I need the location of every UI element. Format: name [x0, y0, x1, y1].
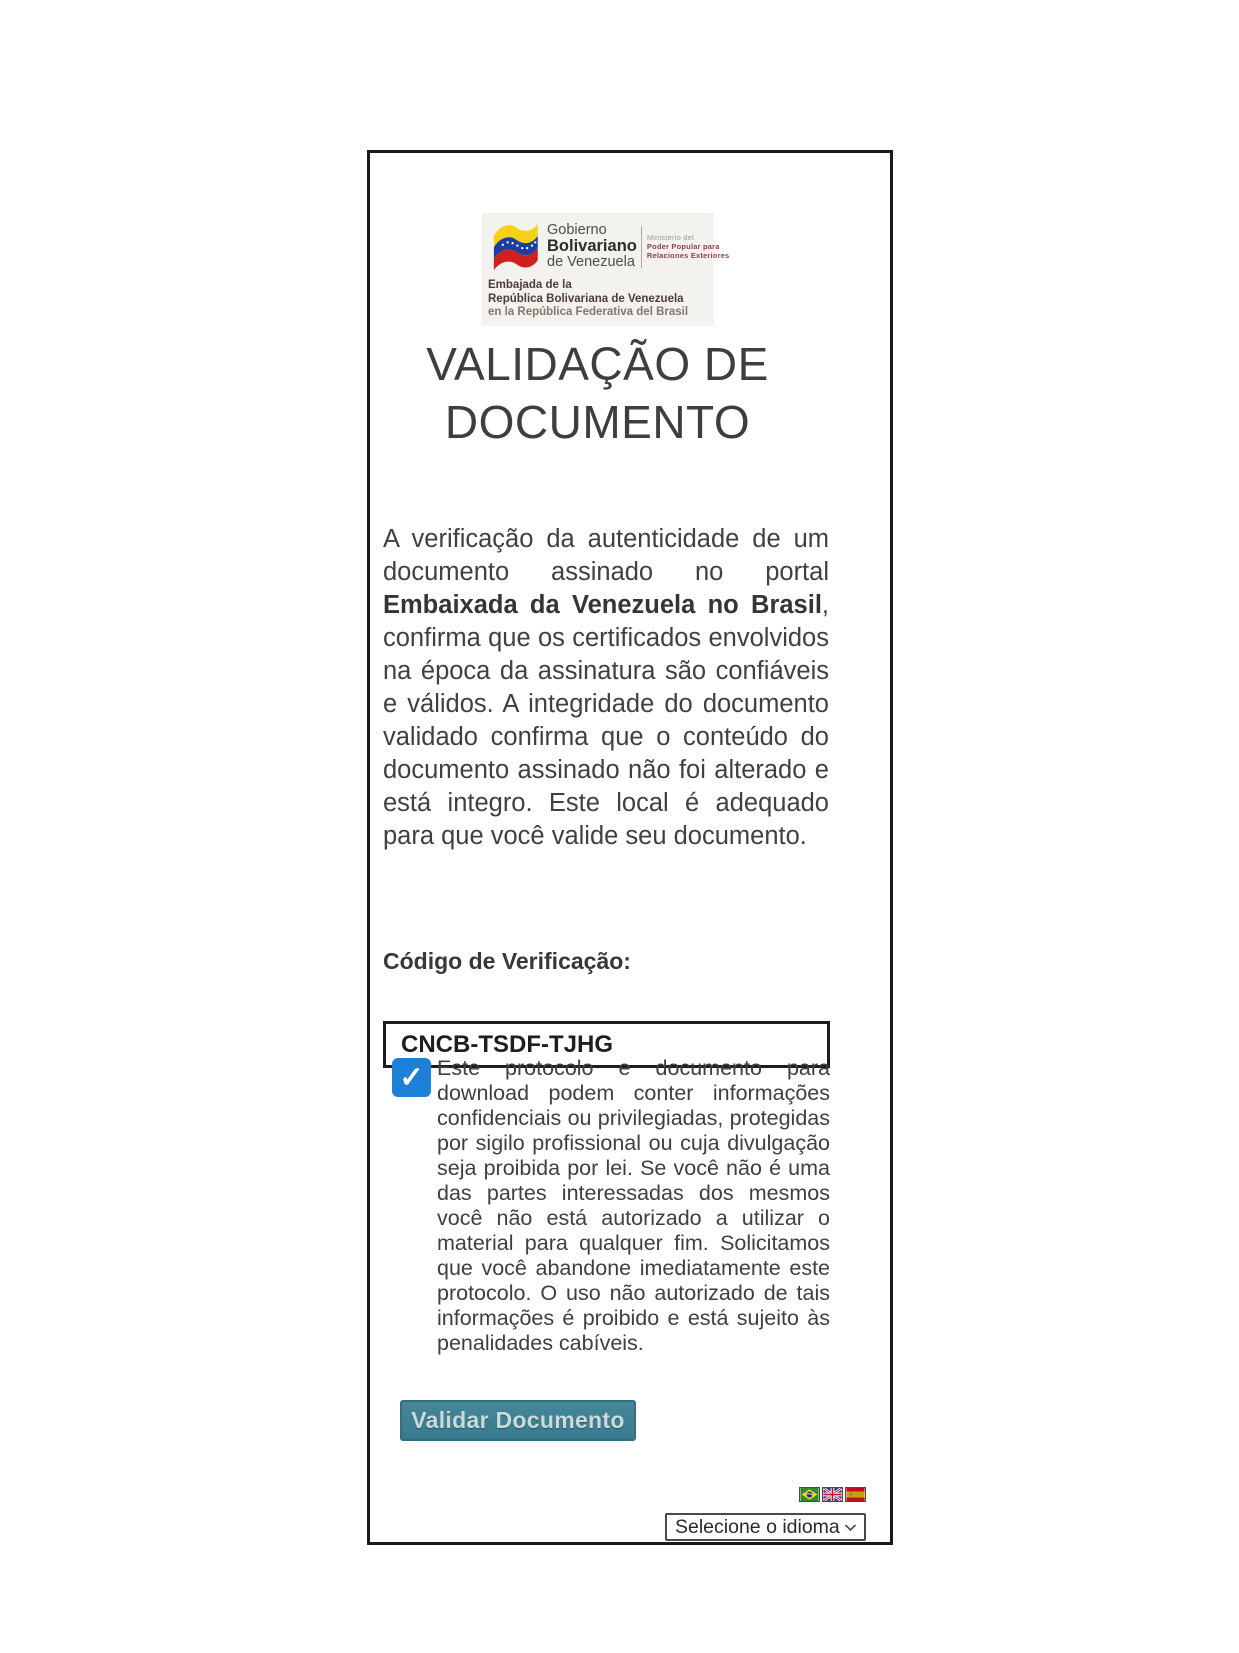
uk-flag-icon[interactable]: [822, 1487, 843, 1502]
ministry-line1: Ministerio del: [646, 233, 694, 242]
spain-flag-icon[interactable]: [845, 1487, 866, 1502]
verification-code-label: Código de Verificação:: [383, 948, 631, 974]
page-title: [370, 335, 825, 451]
page-title-line1: VALIDAÇÃO DE: [426, 338, 769, 390]
government-name: [547, 223, 637, 270]
language-select-label: Selecione o idioma: [675, 1515, 840, 1538]
brazil-flag-icon[interactable]: [799, 1487, 820, 1502]
embassy-line2: República Bolivariana de Venezuela: [488, 292, 684, 305]
logo-divider: [641, 226, 642, 268]
intro-portal-name: Embaixada da Venezuela no Brasil: [383, 591, 822, 619]
disclaimer-text: Este protocolo e documento para download podem conter informações confidenciais ou privilegiadas, protegidas por sigilo profissional ou cuja divulgação seja proibida por lei. Se você não é uma das partes interessadas dos mesmos você não está autorizado a utilizar o material para qualquer fim. Solicitamos que você abandone imediatamente este protocolo. O uso não autorizado de tais informações é proibido e está sujeito às penalidades cabíveis.: [437, 1056, 830, 1355]
intro-paragraph: [383, 523, 829, 853]
gov-line3: de Venezuela: [547, 254, 635, 270]
disclaimer-checkbox[interactable]: [392, 1058, 431, 1097]
ministry-name: [647, 233, 730, 260]
language-select[interactable]: [665, 1513, 866, 1541]
language-flags: [799, 1487, 866, 1502]
government-logo-row: [488, 218, 730, 275]
venezuela-flag-icon: [488, 218, 542, 275]
ministry-line2: Poder Popular para: [646, 242, 720, 251]
ministry-line3: Relaciones Exteriores: [646, 251, 730, 260]
disclaimer-row: [392, 1056, 830, 1356]
validate-document-button[interactable]: Validar Documento: [400, 1400, 636, 1441]
embassy-name: [488, 279, 707, 320]
page-title-line2: DOCUMENTO: [444, 396, 751, 448]
gov-line1: Gobierno: [547, 222, 607, 238]
gov-line2: Bolivariano: [547, 237, 637, 255]
embassy-line1: Embajada de la: [488, 279, 572, 291]
intro-part1: A verificação da autenticidade de um documento assinado no portal: [383, 525, 829, 586]
embassy-line3: en la República Federativa del Brasil: [488, 306, 689, 318]
validation-panel: [367, 150, 893, 1545]
check-icon: ✓: [399, 1062, 424, 1094]
intro-part2: , confirma que os certificados envolvidos na época da assinatura são confiáveis e válidos. A integridade do documento validado confirma que o conteúdo do documento assinado não foi alterado e está integro. Este local é adequado para que você valide seu documento.: [383, 591, 829, 850]
chevron-down-icon: [844, 1523, 857, 1532]
embassy-logo: [482, 213, 730, 326]
